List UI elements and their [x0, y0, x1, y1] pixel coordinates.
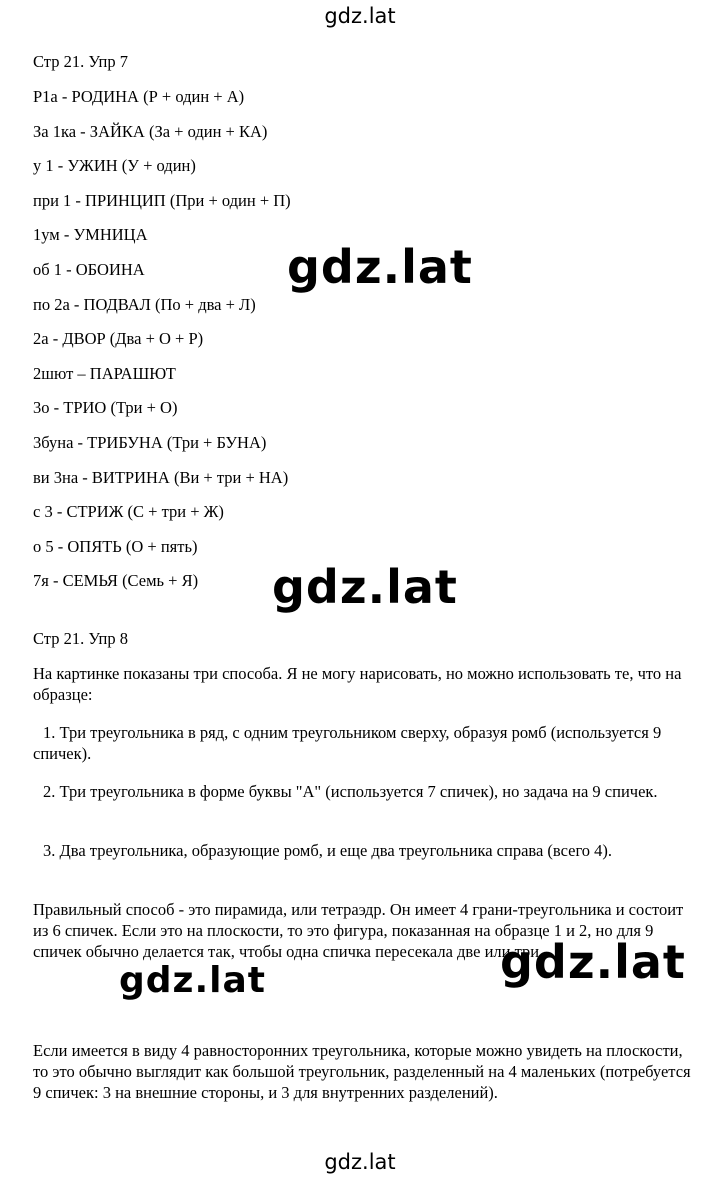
exercise-8-intro: На картинке показаны три способа. Я не могу нарисовать, но можно использовать те, что на образце: — [33, 664, 682, 704]
list-item: 2а - ДВОР (Два + О + Р) — [33, 329, 204, 349]
exercise-8-item-1: 1. Три треугольника в ряд, с одним треугольником сверху, образуя ромб (используется 9 спичек). — [33, 723, 662, 763]
watermark-footer: gdz.lat — [324, 1150, 396, 1174]
list-item: 1ум - УМНИЦА — [33, 225, 148, 245]
list-item: 2шют – ПАРАШЮТ — [33, 363, 176, 383]
list-item: Р1а - РОДИНА (Р + один + А) — [33, 87, 245, 106]
watermark-1: gdz.lat — [287, 240, 473, 294]
list-item: 3буна - ТРИБУНА (Три + БУНА) — [33, 432, 267, 452]
list-item: 7я - СЕМЬЯ (Семь + Я) — [33, 571, 199, 591]
watermark-2: gdz.lat — [272, 560, 458, 614]
list-item: у 1 - УЖИН (У + один) — [33, 156, 196, 176]
watermark-3: gdz.lat — [500, 935, 686, 989]
list-item: ви 3на - ВИТРИНА (Ви + три + НА) — [33, 467, 289, 487]
list-item: 3о - ТРИО (Три + О) — [33, 398, 178, 418]
list-item: За 1ка - ЗАЙКА (За + один + КА) — [33, 121, 268, 141]
watermark-4: gdz.lat — [119, 960, 267, 1001]
list-item: по 2а - ПОДВАЛ (По + два + Л) — [33, 294, 256, 314]
watermark-header: gdz.lat — [324, 4, 396, 28]
list-item: о 5 - ОПЯТЬ (О + пять) — [33, 536, 198, 556]
exercise-8-paragraph-3: Если имеется в виду 4 равносторонних треугольника, которые можно увидеть на плоскости, то это обычно выглядит как большой треугольник, разделенный на 4 маленьких (потребуется 9 спичек: 3 на внешние стороны, и 3 для внутренних разделений). — [33, 1041, 691, 1102]
exercise-8-paragraph-2: Правильный способ - это пирамида, или тетраэдр. Он имеет 4 грани-треугольника и состоит из 6 спичек. Если это на плоскости, то это фигура, показанная на образце 1 и 2, но для 9 спичек обычно делается так, чтобы одна спичка пересекала две или три. — [33, 900, 684, 961]
list-item: с 3 - СТРИЖ (С + три + Ж) — [33, 502, 224, 522]
list-item: об 1 - ОБОИНА — [33, 259, 145, 279]
exercise-7-list — [33, 86, 693, 591]
exercise-8-heading: Стр 21. Упр 8 — [33, 629, 129, 648]
exercise-7-heading: Стр 21. Упр 7 — [33, 52, 129, 71]
list-item: при 1 - ПРИНЦИП (При + один + П) — [33, 190, 291, 210]
exercise-8-item-2: 2. Три треугольника в форме буквы "А" (используется 7 спичек), но задача на 9 спичек. — [43, 782, 658, 801]
exercise-8-item-3: 3. Два треугольника, образующие ромб, и еще два треугольника справа (всего 4). — [43, 841, 613, 860]
